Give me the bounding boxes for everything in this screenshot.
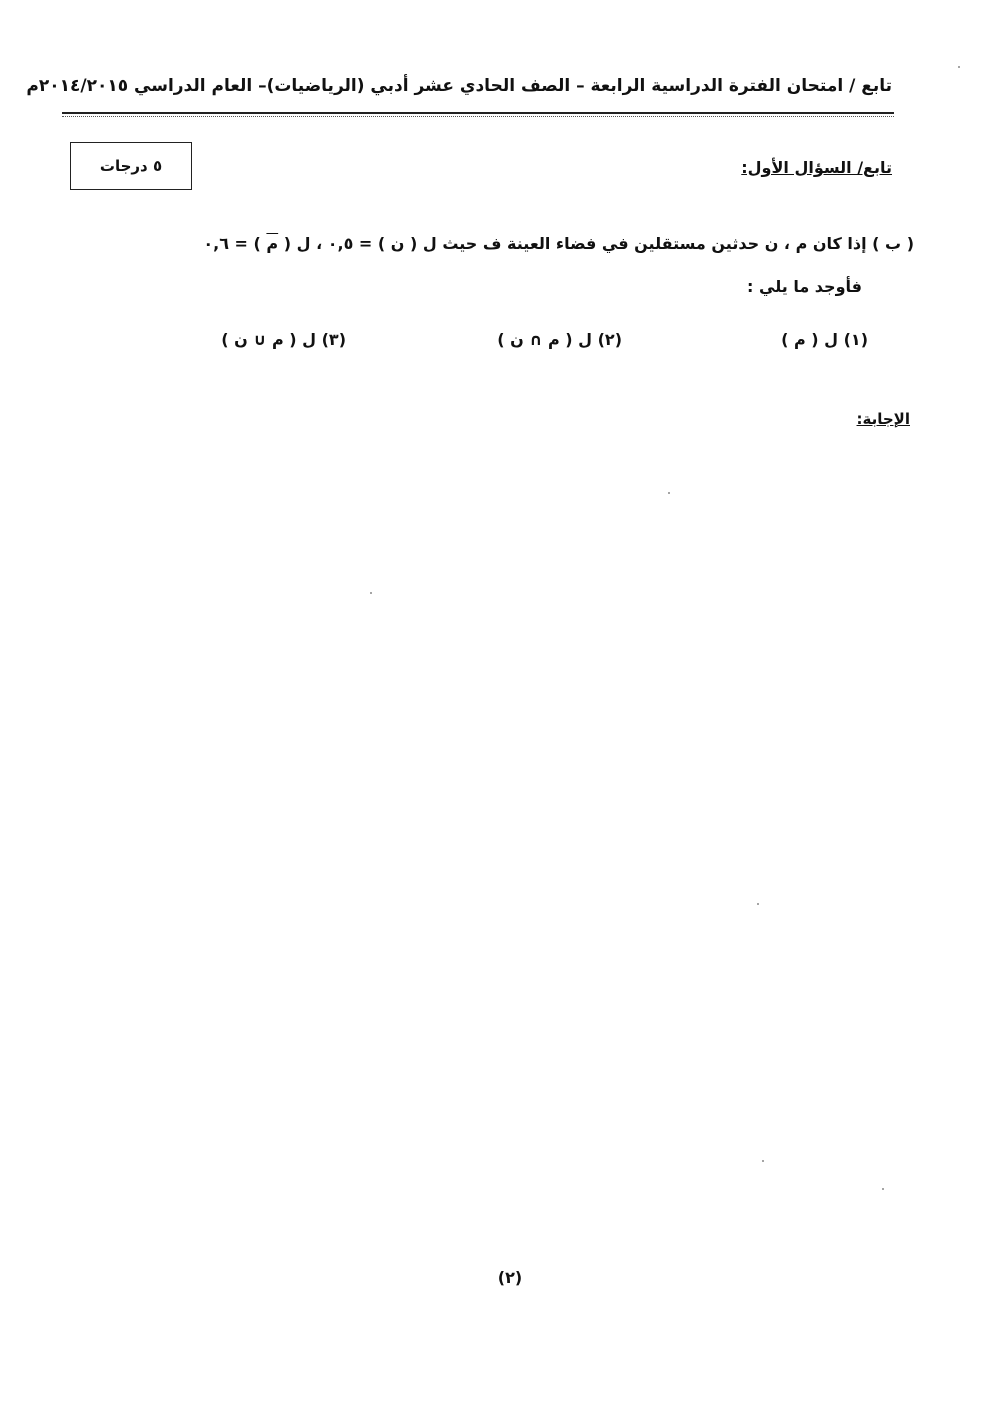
grade-box-label: ٥ درجات — [99, 157, 163, 175]
exam-header-title: تابع / امتحان الفترة الدراسية الرابعة – الصف الحادي عشر أدبي (الرياضيات)– العام الدراسي ٢٠١٤/٢٠١٥م — [26, 76, 892, 96]
scan-speck — [370, 592, 372, 594]
page-number: (٢) — [497, 1268, 523, 1287]
problem-intro-text: إذا كان م ، ن حدثين مستقلين في فضاء العينة ف حيث ل ( ن ) = ٠,٥ ، ل ( — [283, 234, 867, 253]
complement-event: م — [266, 234, 279, 253]
problem-statement — [154, 234, 914, 253]
scan-speck — [668, 492, 670, 494]
header-divider — [62, 112, 894, 114]
scan-speck — [958, 66, 960, 68]
scan-speck — [762, 1160, 764, 1162]
scan-speck — [882, 1188, 884, 1190]
problem-part-label: ( ب ) — [872, 234, 914, 253]
problem-after-complement: ) = ٠,٦ — [203, 234, 261, 253]
header-divider-dotted — [62, 116, 894, 117]
grade-box — [70, 142, 192, 190]
sub-item-1: (١) ل ( م ) — [781, 330, 868, 349]
sub-item-2: (٢) ل ( م ∩ ن ) — [497, 330, 622, 349]
section-title: تابع/ السؤال الأول: — [741, 158, 892, 177]
answer-label: الإجابة: — [856, 410, 910, 428]
scan-speck — [757, 903, 759, 905]
find-instruction: فأوجد ما يلي : — [747, 277, 862, 296]
sub-item-3: (٣) ل ( م ∪ ن ) — [221, 330, 346, 349]
